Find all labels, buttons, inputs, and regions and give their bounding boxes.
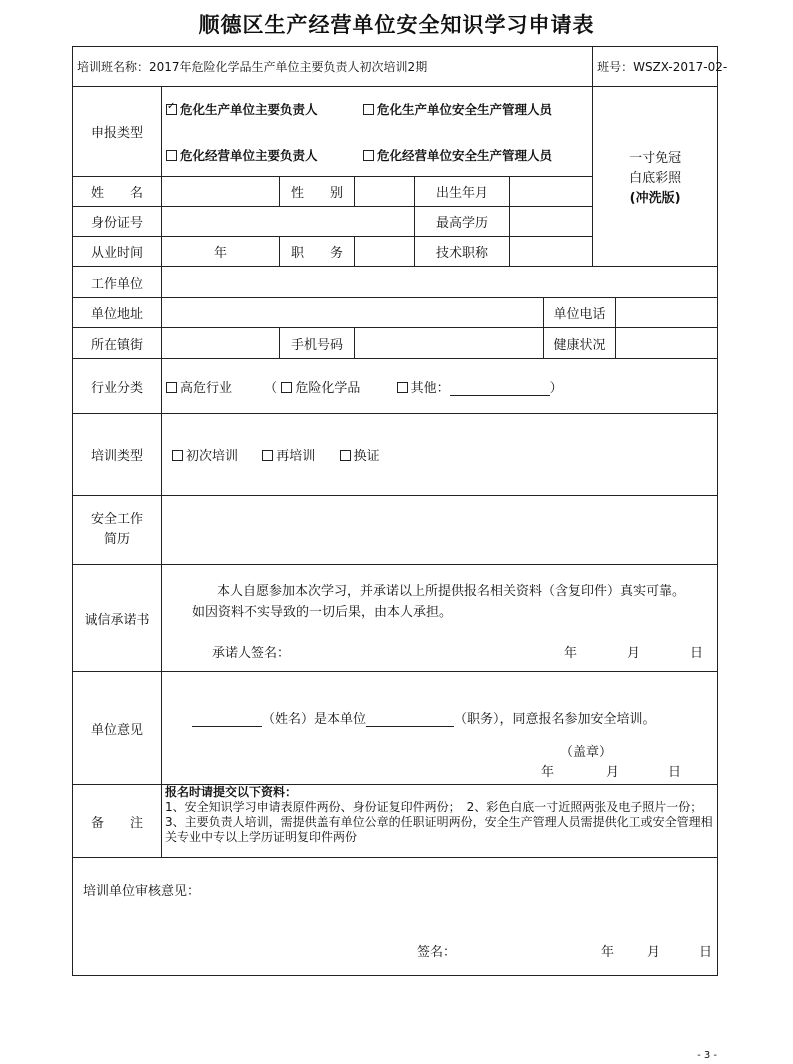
industry-option-high-risk[interactable]: 高危行业: [166, 381, 232, 396]
health-label: 健康状况: [544, 328, 616, 359]
opinion-label: 单位意见: [73, 672, 162, 785]
resume-input[interactable]: [162, 496, 718, 565]
checkbox-icon[interactable]: [166, 150, 177, 161]
opinion-name-blank[interactable]: [192, 712, 262, 727]
resume-label: 安全工作 简历: [73, 496, 162, 565]
apply-type-options: [162, 87, 593, 177]
remark-label: 备 注: [73, 785, 162, 858]
opinion-content: [162, 672, 718, 785]
promise-label: 诚信承诺书: [73, 565, 162, 672]
checkbox-icon[interactable]: [281, 382, 292, 393]
industry-options: [162, 359, 718, 414]
apply-option-3[interactable]: 危化经营单位主要负责人: [166, 146, 363, 164]
promise-month: 月: [627, 646, 641, 661]
remark-text: 1、安全知识学习申请表原件两份、身份证复印件两份； 2、彩色白底一寸近照两张及电子照片一份； 3、主要负责人培训，需提供盖有单位公章的任职证明两份，安全生产管理人员需提供化工或安全管理相关专业中专以上学历证明复印件两份: [165, 800, 713, 844]
education-label: 最高学历: [415, 207, 510, 237]
work-time-label: 从业时间: [73, 237, 162, 267]
checkbox-icon[interactable]: [363, 150, 374, 161]
checkbox-icon[interactable]: [397, 382, 408, 393]
course-name-cell: [73, 47, 593, 87]
form-title: 顺德区生产经营单位安全知识学习申请表: [198, 13, 595, 37]
birth-input[interactable]: [510, 177, 593, 207]
course-name-label: 培训班名称：: [77, 60, 150, 74]
position-input[interactable]: [355, 237, 415, 267]
mobile-input[interactable]: [355, 328, 544, 359]
promise-year: 年: [564, 646, 578, 661]
phone-label: 单位电话: [544, 298, 616, 328]
promise-content: [162, 565, 718, 672]
page-number: - 3 -: [697, 1050, 717, 1061]
year-unit: 年: [213, 246, 227, 261]
paren-open: （: [264, 380, 278, 396]
industry-option-hazchem[interactable]: 危险化学品: [281, 381, 360, 396]
industry-option-other[interactable]: 其他：: [397, 381, 450, 396]
apply-type-label: 申报类型: [73, 87, 162, 177]
id-label: 身份证号: [73, 207, 162, 237]
checkbox-icon[interactable]: [166, 382, 177, 393]
other-blank[interactable]: [450, 381, 550, 396]
address-label: 单位地址: [73, 298, 162, 328]
opinion-day: 日: [668, 765, 682, 780]
review-year: 年: [601, 945, 615, 960]
checkbox-icon[interactable]: [172, 450, 183, 461]
promise-sign-label: 承诺人签名：: [212, 646, 291, 661]
remark-heading: 报名时请提交以下资料：: [165, 785, 298, 799]
name-label: 姓 名: [73, 177, 162, 207]
promise-day: 日: [690, 646, 704, 661]
opinion-part1: （姓名）是本单位: [262, 712, 367, 727]
review-day: 日: [699, 945, 713, 960]
phone-input[interactable]: [616, 298, 718, 328]
checkbox-icon[interactable]: [340, 450, 351, 461]
mobile-label: 手机号码: [280, 328, 355, 359]
photo-line2: 白底彩照: [629, 171, 682, 186]
application-form: [72, 46, 728, 976]
gender-input[interactable]: [355, 177, 415, 207]
opinion-position-blank[interactable]: [366, 712, 454, 727]
training-type-options: [162, 414, 718, 496]
gender-label: 性 别: [280, 177, 355, 207]
checkbox-icon[interactable]: [262, 450, 273, 461]
town-input[interactable]: [162, 328, 280, 359]
photo-line3: (冲洗版): [629, 191, 681, 206]
tech-title-input[interactable]: [510, 237, 593, 267]
birth-label: 出生年月: [415, 177, 510, 207]
address-input[interactable]: [162, 298, 544, 328]
checkbox-checked-icon[interactable]: [166, 104, 177, 115]
health-input[interactable]: [616, 328, 718, 359]
promise-line2: 如因资料不实导致的一切后果，由本人承担。: [192, 605, 453, 620]
paren-close: ）: [549, 380, 563, 396]
photo-box: [593, 87, 718, 267]
industry-label: 行业分类: [73, 359, 162, 414]
opinion-part2: （职务），同意报名参加安全培训。: [454, 712, 656, 727]
opinion-year: 年: [541, 765, 555, 780]
review-cell: [73, 858, 718, 976]
training-option-initial[interactable]: 初次培训: [172, 449, 238, 464]
training-type-label: 培训类型: [73, 414, 162, 496]
checkbox-icon[interactable]: [363, 104, 374, 115]
employer-label: 工作单位: [73, 267, 162, 298]
work-time-input[interactable]: [162, 237, 280, 267]
review-label: 培训单位审核意见：: [83, 884, 201, 899]
review-sign-label: 签名：: [417, 945, 457, 960]
education-input[interactable]: [510, 207, 593, 237]
training-option-renewal[interactable]: 换证: [340, 449, 380, 464]
apply-option-2[interactable]: 危化生产单位安全生产管理人员: [363, 100, 552, 118]
promise-line1: 本人自愿参加本次学习，并承诺以上所提供报名相关资料（含复印件）真实可靠。: [217, 584, 686, 599]
remark-content: [162, 785, 718, 858]
class-number-label: 班号：: [597, 60, 634, 74]
class-number-value: WSZX-2017-02-: [633, 60, 728, 74]
name-input[interactable]: [162, 177, 280, 207]
town-label: 所在镇街: [73, 328, 162, 359]
id-input[interactable]: [162, 207, 415, 237]
position-label: 职 务: [280, 237, 355, 267]
course-name-value: 2017年危险化学品生产单位主要负责人初次培训2期: [149, 60, 428, 74]
apply-option-1[interactable]: ✓危化生产单位主要负责人: [166, 100, 363, 118]
opinion-month: 月: [606, 765, 620, 780]
tech-title-label: 技术职称: [415, 237, 510, 267]
seal-label: （盖章）: [560, 745, 613, 760]
photo-line1: 一寸免冠: [629, 151, 682, 166]
employer-input[interactable]: [162, 267, 718, 298]
class-number-cell: [593, 47, 728, 87]
review-month: 月: [647, 945, 661, 960]
training-option-retrain[interactable]: 再培训: [262, 449, 315, 464]
apply-option-4[interactable]: 危化经营单位安全生产管理人员: [363, 146, 552, 164]
